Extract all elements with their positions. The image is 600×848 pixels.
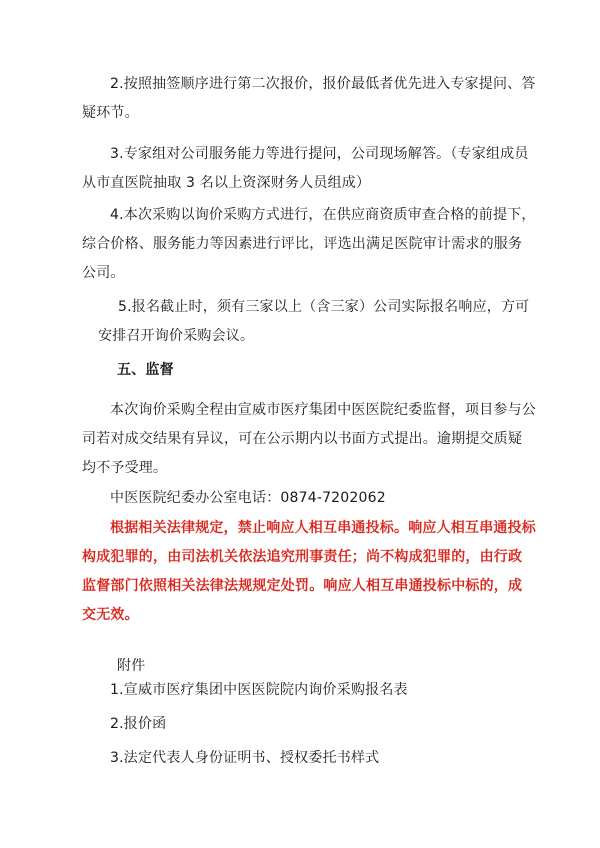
supervision-line-3: 均不予受理。 [82,460,168,476]
section-heading-supervision-text: 五、监督 [117,362,174,378]
legal-notice-line-1: 根据相关法律规定，禁止响应人相互串通投标。响应人相互串通投标 [110,520,536,536]
procedure-item-2 [82,70,536,128]
phone-line [110,484,550,513]
procedure-item-3 [82,140,529,198]
attachment-item-3: 3.法定代表人身份证明书、授权委托书样式 [110,750,380,766]
attachment-item-1: 1.宣威市医疗集团中医医院院内询价采购报名表 [110,682,408,698]
procedure-item-4-line-2: 综合价格、服务能力等因素进行评比，评选出满足医院审计需求的服务 [82,236,523,252]
procedure-item-4-line-1: 4.本次采购以询价采购方式进行，在供应商资质审查合格的前提下， [110,207,536,223]
legal-notice-line-3: 监督部门依照相关法律法规规定处罚。响应人相互串通投标中标的，成 [82,578,523,594]
attachment-item-2: 2.报价函 [110,716,167,732]
procedure-item-2-line-2: 疑环节。 [82,105,139,121]
section-heading-supervision [117,356,557,385]
procedure-item-5-line-2: 安排召开询价采购会议。 [98,328,255,344]
procedure-item-2-line-1: 2.按照抽签顺序进行第二次报价，报价最低者优先进入专家提问、答 [110,76,536,92]
supervision-line-1: 本次询价采购全程由宣威市医疗集团中医医院纪委监督，项目参与公 [110,402,536,418]
procedure-item-4-line-3: 公司。 [82,265,125,281]
procedure-item-3-line-1: 3.专家组对公司服务能力等进行提问，公司现场解答。（专家组成员 [110,146,529,162]
procedure-item-4 [82,201,536,288]
supervision-paragraph [82,396,536,483]
attachments-list [110,676,550,773]
legal-notice [82,514,536,630]
phone-text: 中医医院纪委办公室电话：0874-7202062 [110,490,386,506]
procedure-item-5-line-1: 5.报名截止时，须有三家以上（含三家）公司实际报名响应，方可 [118,299,530,315]
legal-notice-line-4: 交无效。 [82,607,139,623]
legal-notice-line-2: 构成犯罪的，由司法机关依法追究刑事责任；尚不构成犯罪的，由行政 [82,549,523,565]
procedure-item-5 [90,293,530,351]
supervision-line-2: 司若对成交结果有异议，可在公示期内以书面方式提出。逾期提交质疑 [82,431,523,447]
attachments-heading-text: 附件 [117,658,146,674]
procedure-item-3-line-2: 从市直医院抽取 3 名以上资深财务人员组成） [82,175,371,191]
